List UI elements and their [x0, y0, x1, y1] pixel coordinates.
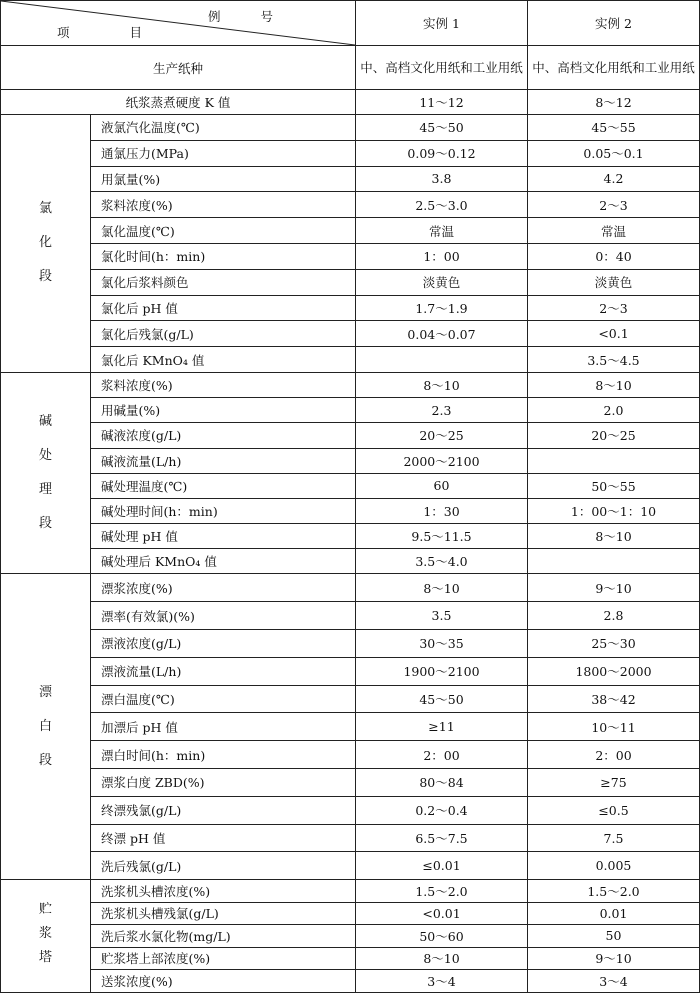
value-example-1: 9.5～11.5 [356, 524, 528, 549]
table-row [1, 880, 700, 903]
section-name: 贮浆塔 [39, 902, 53, 966]
parameter-name: 碱处理时间(h：min) [91, 498, 356, 523]
table-row [1, 524, 700, 549]
parameter-name: 漂率(有效氯)(%) [91, 602, 356, 630]
parameter-name: 漂液浓度(g/L) [91, 630, 356, 658]
diagonal-divider [1, 1, 355, 45]
table-row [1, 269, 700, 295]
value-example-1: 8～10 [356, 372, 528, 397]
table-row [1, 549, 700, 574]
table-row [1, 295, 700, 321]
value-example-2: 常温 [528, 218, 700, 244]
kappa-row [1, 90, 700, 115]
parameter-name: 氯化后浆料颜色 [91, 269, 356, 295]
value-example-1: 1：00 [356, 243, 528, 269]
value-example-1: ≥11 [356, 713, 528, 741]
value-example-2: 2.8 [528, 602, 700, 630]
table-row [1, 473, 700, 498]
parameter-name: 氯化后残氯(g/L) [91, 321, 356, 347]
table-row [1, 372, 700, 397]
value-example-1: 2.3 [356, 398, 528, 423]
parameter-name: 浆料浓度(%) [91, 192, 356, 218]
table-row [1, 347, 700, 373]
header-row [1, 1, 700, 46]
corner-header-top: 例 号 [208, 9, 291, 24]
value-example-1: 6.5～7.5 [356, 824, 528, 852]
value-example-1: 淡黄色 [356, 269, 528, 295]
parameter-name: 洗浆机头槽残氯(g/L) [91, 902, 356, 925]
corner-header-cell [1, 1, 356, 46]
row-label: 纸浆蒸煮硬度 K 值 [1, 90, 356, 115]
section-name: 漂白段 [39, 684, 53, 768]
value-example-2: ≤0.5 [528, 796, 700, 824]
value-example-1: 45～50 [356, 685, 528, 713]
value-example-1: 60 [356, 473, 528, 498]
value-example-1: 1.7～1.9 [356, 295, 528, 321]
parameter-name: 洗后浆水氯化物(mg/L) [91, 925, 356, 948]
parameter-name: 氯化后 KMnO₄ 值 [91, 347, 356, 373]
value-example-1: 11～12 [356, 90, 528, 115]
table-row [1, 685, 700, 713]
value-example-1: 2.5～3.0 [356, 192, 528, 218]
value-example-2: 2.0 [528, 398, 700, 423]
parameter-name: 终漂 pH 值 [91, 824, 356, 852]
parameter-name: 用氯量(%) [91, 166, 356, 192]
parameter-name: 送浆浓度(%) [91, 970, 356, 993]
section-label [1, 880, 91, 993]
value-example-1: 3.8 [356, 166, 528, 192]
parameter-name: 碱液流量(L/h) [91, 448, 356, 473]
parameter-name: 通氯压力(MPa) [91, 140, 356, 166]
table-row [1, 423, 700, 448]
value-example-2: 0.01 [528, 902, 700, 925]
value-example-1 [356, 347, 528, 373]
value-example-1: 2：00 [356, 741, 528, 769]
value-example-2: 淡黄色 [528, 269, 700, 295]
table-row [1, 448, 700, 473]
parameter-name: 氯化后 pH 值 [91, 295, 356, 321]
table-row [1, 947, 700, 970]
value-example-1: <0.01 [356, 902, 528, 925]
value-example-2: 25～30 [528, 630, 700, 658]
parameter-name: 氯化时间(h：min) [91, 243, 356, 269]
value-example-2: 1800～2000 [528, 657, 700, 685]
table-row [1, 630, 700, 658]
value-example-1: 常温 [356, 218, 528, 244]
table-row [1, 925, 700, 948]
table-row [1, 218, 700, 244]
table-row [1, 321, 700, 347]
parameter-name: 用碱量(%) [91, 398, 356, 423]
value-example-2: 2：00 [528, 741, 700, 769]
parameter-name: 漂液流量(L/h) [91, 657, 356, 685]
value-example-2: 0.005 [528, 852, 700, 880]
value-example-2: <0.1 [528, 321, 700, 347]
value-example-2: 9～10 [528, 947, 700, 970]
value-example-2: 2～3 [528, 192, 700, 218]
section-label [1, 372, 91, 574]
value-example-1: 3.5～4.0 [356, 549, 528, 574]
table-row [1, 398, 700, 423]
value-example-1: 20～25 [356, 423, 528, 448]
value-example-2: 10～11 [528, 713, 700, 741]
table-row [1, 166, 700, 192]
table-row [1, 769, 700, 797]
table-row [1, 192, 700, 218]
section-name: 氯化段 [39, 201, 53, 285]
parameter-name: 贮浆塔上部浓度(%) [91, 947, 356, 970]
row-label: 生产纸种 [1, 46, 356, 90]
section-name: 碱处理段 [39, 414, 53, 532]
value-example-2: 45～55 [528, 115, 700, 141]
paper-type-row [1, 46, 700, 90]
section-label [1, 115, 91, 373]
parameter-name: 碱处理后 KMnO₄ 值 [91, 549, 356, 574]
value-example-1: ≤0.01 [356, 852, 528, 880]
value-example-2: 38～42 [528, 685, 700, 713]
value-example-2: 20～25 [528, 423, 700, 448]
value-example-2: 4.2 [528, 166, 700, 192]
value-example-2: 8～10 [528, 372, 700, 397]
table-row [1, 140, 700, 166]
column-header-example-1: 实例 1 [356, 1, 528, 46]
table-row [1, 713, 700, 741]
value-example-2: 中、高档文化用纸和工业用纸 [528, 46, 700, 90]
value-example-1: 80～84 [356, 769, 528, 797]
table-row [1, 902, 700, 925]
value-example-2: ≥75 [528, 769, 700, 797]
value-example-2: 50 [528, 925, 700, 948]
value-example-1: 0.2～0.4 [356, 796, 528, 824]
parameter-name: 加漂后 pH 值 [91, 713, 356, 741]
table-row [1, 796, 700, 824]
table-row [1, 657, 700, 685]
parameter-name: 氯化温度(℃) [91, 218, 356, 244]
value-example-1: 3～4 [356, 970, 528, 993]
table-row [1, 602, 700, 630]
table-row [1, 970, 700, 993]
value-example-1: 0.09～0.12 [356, 140, 528, 166]
table-row [1, 498, 700, 523]
parameter-name: 浆料浓度(%) [91, 372, 356, 397]
value-example-1: 50～60 [356, 925, 528, 948]
table-row [1, 243, 700, 269]
table-row [1, 824, 700, 852]
section-label [1, 574, 91, 880]
value-example-1: 中、高档文化用纸和工业用纸 [356, 46, 528, 90]
parameter-name: 碱处理 pH 值 [91, 524, 356, 549]
value-example-2: 1：00～1：10 [528, 498, 700, 523]
parameter-name: 漂白时间(h：min) [91, 741, 356, 769]
parameter-name: 漂浆浓度(%) [91, 574, 356, 602]
value-example-2: 7.5 [528, 824, 700, 852]
value-example-1: 8～10 [356, 947, 528, 970]
table-row [1, 574, 700, 602]
value-example-2: 3.5～4.5 [528, 347, 700, 373]
parameter-name: 漂白温度(℃) [91, 685, 356, 713]
table-row [1, 741, 700, 769]
parameter-name: 液氯汽化温度(℃) [91, 115, 356, 141]
value-example-1: 8～10 [356, 574, 528, 602]
value-example-2: 50～55 [528, 473, 700, 498]
value-example-2 [528, 448, 700, 473]
value-example-2: 8～10 [528, 524, 700, 549]
value-example-1: 45～50 [356, 115, 528, 141]
value-example-2: 2～3 [528, 295, 700, 321]
parameter-name: 碱液浓度(g/L) [91, 423, 356, 448]
value-example-1: 30～35 [356, 630, 528, 658]
parameter-name: 终漂残氯(g/L) [91, 796, 356, 824]
value-example-1: 1900～2100 [356, 657, 528, 685]
value-example-2: 9～10 [528, 574, 700, 602]
value-example-2: 3～4 [528, 970, 700, 993]
value-example-2 [528, 549, 700, 574]
parameter-name: 碱处理温度(℃) [91, 473, 356, 498]
table-row [1, 852, 700, 880]
table-row [1, 115, 700, 141]
value-example-2: 0.05～0.1 [528, 140, 700, 166]
value-example-1: 3.5 [356, 602, 528, 630]
value-example-2: 8～12 [528, 90, 700, 115]
value-example-1: 1.5～2.0 [356, 880, 528, 903]
corner-header-bottom: 项 目 [57, 25, 170, 40]
column-header-example-2: 实例 2 [528, 1, 700, 46]
parameter-name: 洗浆机头槽浓度(%) [91, 880, 356, 903]
value-example-2: 0：40 [528, 243, 700, 269]
parameter-name: 漂浆白度 ZBD(%) [91, 769, 356, 797]
value-example-1: 1：30 [356, 498, 528, 523]
value-example-2: 1.5～2.0 [528, 880, 700, 903]
value-example-1: 0.04～0.07 [356, 321, 528, 347]
parameter-name: 洗后残氯(g/L) [91, 852, 356, 880]
value-example-1: 2000～2100 [356, 448, 528, 473]
